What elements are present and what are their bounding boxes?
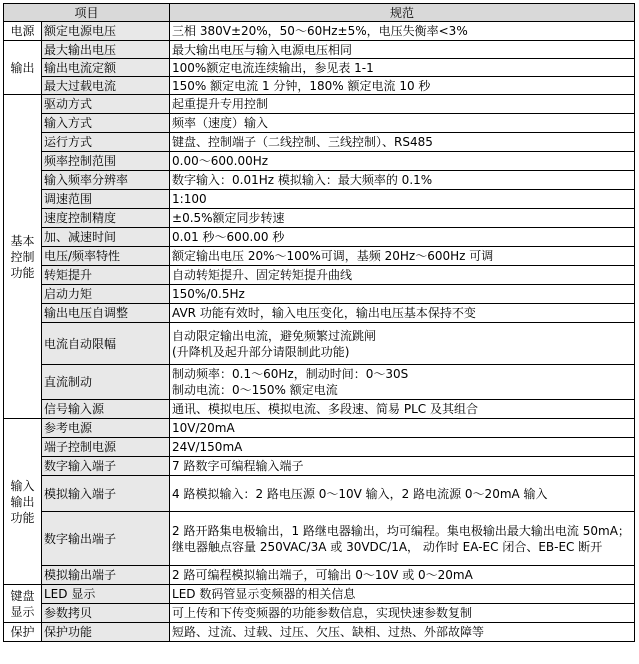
table-row (4, 585, 635, 604)
table-row (4, 247, 635, 266)
item-value: 三相 380V±20%，50～60Hz±5%，电压失衡率<3% (170, 22, 635, 41)
item-name: 输入频率分辨率 (42, 171, 170, 190)
table-row (4, 228, 635, 247)
item-value: 最大输出电压与输入电源电压相同 (170, 41, 635, 59)
item-name: 模拟输入端子 (42, 476, 170, 512)
table-row (4, 512, 635, 566)
table-row (4, 604, 635, 623)
item-value: 0.01 秒～600.00 秒 (170, 228, 635, 247)
category-protection: 保护 (4, 623, 42, 642)
table-row (4, 41, 635, 59)
table-row (4, 152, 635, 171)
item-value: 4 路模拟输入：2 路电压源 0～10V 输入，2 路电流源 0～20mA 输入 (170, 476, 635, 512)
item-value: 数字输入：0.01Hz 模拟输入：最大频率的 0.1% (170, 171, 635, 190)
table-row (4, 400, 635, 419)
item-name: 模拟输出端子 (42, 566, 170, 585)
item-name: 电压/频率特性 (42, 247, 170, 266)
item-name: 保护功能 (42, 623, 170, 642)
table-row (4, 476, 635, 512)
item-name: 端子控制电源 (42, 438, 170, 457)
item-value: 0.00～600.00Hz (170, 152, 635, 171)
item-value: 150% 额定电流 1 分钟，180% 额定电流 10 秒 (170, 77, 635, 95)
item-name: 输入方式 (42, 114, 170, 133)
item-name: 加、减速时间 (42, 228, 170, 247)
table-row (4, 457, 635, 476)
item-name: 参数拷贝 (42, 604, 170, 623)
item-value: 10V/20mA (170, 419, 635, 438)
item-name: 转矩提升 (42, 266, 170, 285)
item-name: LED 显示 (42, 585, 170, 604)
table-row (4, 438, 635, 457)
item-value: 键盘、控制端子（二线控制、三线控制）、RS485 (170, 133, 635, 152)
table-row (4, 285, 635, 304)
table-row (4, 566, 635, 585)
item-value: 100%额定电流连续输出，参见表 1-1 (170, 59, 635, 77)
item-value: 自动限定输出电流，避免频繁过流跳闸 (升降机及起升部分请限制此功能) (170, 323, 635, 365)
item-value: 2 路可编程模拟输出端子，可输出 0～10V 或 0～20mA (170, 566, 635, 585)
table-row (4, 171, 635, 190)
item-name: 最大输出电压 (42, 41, 170, 59)
item-name: 数字输出端子 (42, 512, 170, 566)
table-row (4, 133, 635, 152)
item-name: 参考电源 (42, 419, 170, 438)
table-row (4, 365, 635, 400)
table-row (4, 190, 635, 209)
item-value: 起重提升专用控制 (170, 95, 635, 114)
item-name: 启动力矩 (42, 285, 170, 304)
item-value: 短路、过流、过载、过压、欠压、缺相、过热、外部故障等 (170, 623, 635, 642)
table-row (4, 209, 635, 228)
category-keypad-display: 键盘显示 (4, 585, 42, 623)
header-row (4, 4, 635, 22)
item-name: 直流制动 (42, 365, 170, 400)
item-name: 驱动方式 (42, 95, 170, 114)
item-value: 可上传和下传变频器的功能参数信息，实现快速参数复制 (170, 604, 635, 623)
item-name: 运行方式 (42, 133, 170, 152)
item-name: 频率控制范围 (42, 152, 170, 171)
category-output: 输出 (4, 41, 42, 95)
header-spec: 规范 (170, 4, 635, 22)
item-value: 自动转矩提升、固定转矩提升曲线 (170, 266, 635, 285)
item-name: 信号输入源 (42, 400, 170, 419)
table-row (4, 623, 635, 642)
item-name: 数字输入端子 (42, 457, 170, 476)
header-item: 项目 (4, 4, 170, 22)
table-row (4, 419, 635, 438)
item-name: 电流自动限幅 (42, 323, 170, 365)
item-value: 通讯、模拟电压、模拟电流、多段速、简易 PLC 及其组合 (170, 400, 635, 419)
item-name: 输出电流定额 (42, 59, 170, 77)
item-value: 1:100 (170, 190, 635, 209)
table-row (4, 304, 635, 323)
item-name: 最大过载电流 (42, 77, 170, 95)
item-name: 速度控制精度 (42, 209, 170, 228)
category-power: 电源 (4, 22, 42, 41)
spec-table (3, 3, 635, 642)
item-value: 制动频率：0.1～60Hz，制动时间：0～30S 制动电流：0～150% 额定电流 (170, 365, 635, 400)
item-name: 输出电压自调整 (42, 304, 170, 323)
item-value: 额定输出电压 20%～100%可调，基频 20Hz～600Hz 可调 (170, 247, 635, 266)
table-row (4, 323, 635, 365)
item-value: 150%/0.5Hz (170, 285, 635, 304)
table-row (4, 22, 635, 41)
item-value: LED 数码管显示变频器的相关信息 (170, 585, 635, 604)
table-row (4, 114, 635, 133)
item-value: 2 路开路集电极输出，1 路继电器输出，均可编程。集电极输出最大输出电流 50mA；继电器触点容量 250VAC/3A 或 30VDC/1A， 动作时 EA-EC 闭合、EB-EC 断开 (170, 512, 635, 566)
table-row (4, 95, 635, 114)
item-value: 24V/150mA (170, 438, 635, 457)
item-value: 频率（速度）输入 (170, 114, 635, 133)
table-row (4, 77, 635, 95)
category-io: 输入输出功能 (4, 419, 42, 585)
item-name: 额定电源电压 (42, 22, 170, 41)
category-basic-control: 基本控制功能 (4, 95, 42, 419)
table-row (4, 59, 635, 77)
table-row (4, 266, 635, 285)
item-value: 7 路数字可编程输入端子 (170, 457, 635, 476)
item-value: AVR 功能有效时，输入电压变化，输出电压基本保持不变 (170, 304, 635, 323)
item-name: 调速范围 (42, 190, 170, 209)
item-value: ±0.5%额定同步转速 (170, 209, 635, 228)
